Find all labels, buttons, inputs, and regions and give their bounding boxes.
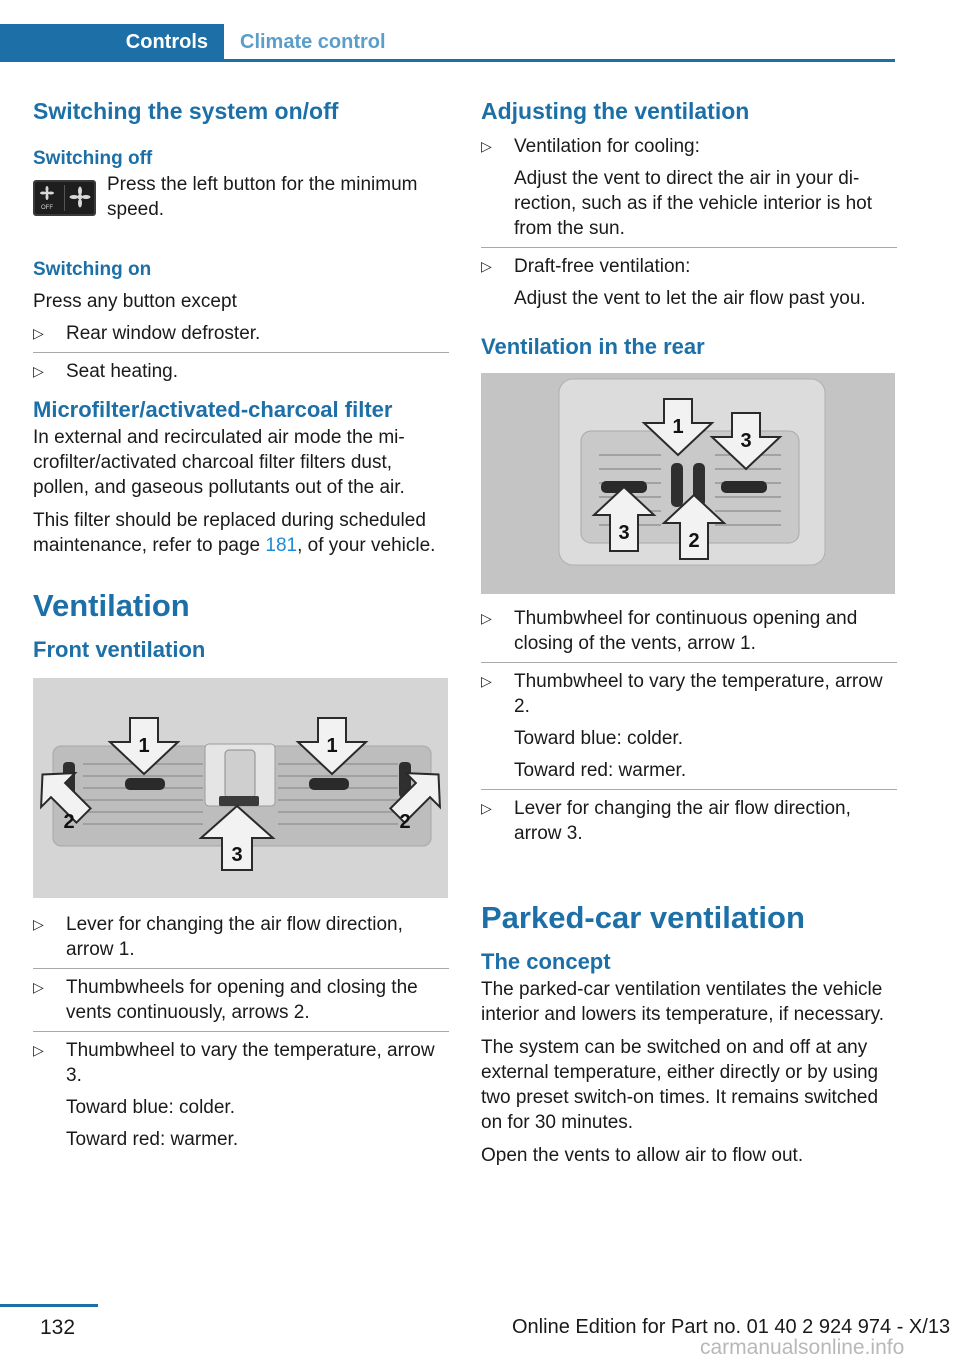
header-rule [224, 59, 895, 62]
edition-note: Online Edition for Part no. 01 40 2 924 974 - X/13 [512, 1316, 951, 1338]
front-vent-drawing [33, 678, 448, 898]
microfilter-paragraph-1: In external and recirculated air mode the microfilter/activated charcoal filter filters dust, pollen, and gaseous pollutants out of the air. [33, 427, 405, 498]
list-subline: Adjust the vent to let the air flow past you. [514, 288, 866, 309]
heading-parked-car-ventilation: Parked-car ventilation [481, 900, 805, 935]
heading-switching-on: Switching on [33, 259, 152, 280]
rear-arrow-label: 3 [740, 430, 752, 452]
page-header [0, 24, 895, 62]
list-item: ▷ Rear window defroster. [33, 321, 449, 353]
switching-off-block [33, 176, 449, 236]
rear-arrow-label: 2 [688, 530, 700, 552]
list-subline: Adjust the vent to direct the air in your direction, such as if the vehicle interior is hot from the sun. [481, 166, 897, 248]
list-subline: Toward red: warmer. [66, 1129, 239, 1150]
list-subline: Toward blue: colder. [514, 728, 683, 749]
footer-rule [0, 1304, 98, 1307]
page-link[interactable]: 181 [265, 535, 298, 556]
list-item: ▷ Thumbwheel for continuous opening and closing of the vents, arrow 1. [481, 606, 897, 663]
header-tab-controls[interactable]: Controls [0, 24, 224, 62]
bullet-triangle-icon: ▷ [481, 610, 492, 626]
heading-microfilter: Microfilter/activated-charcoal filter [33, 397, 393, 422]
front-arrow-label: 3 [231, 844, 243, 866]
list-item: ▷ Lever for changing the air flow direction, arrow 1. [33, 912, 449, 969]
front-vent-illustration [33, 678, 448, 898]
heading-front-ventilation: Front ventilation [33, 637, 206, 662]
rear-arrow-label: 3 [618, 522, 630, 544]
front-arrow-label: 1 [138, 735, 150, 757]
list-subline: Toward blue: colder. [66, 1097, 235, 1118]
front-arrow-label: 1 [326, 735, 338, 757]
left-column [33, 96, 449, 1152]
switching-off-text: Press the left button for the minimum speed. [107, 174, 418, 220]
watermark: carmanualsonline.info [700, 1336, 905, 1359]
rear-arrow-label: 1 [672, 416, 684, 438]
list-item: ▷ Seat heating. [33, 361, 178, 382]
list-subline: Toward red: warmer. [481, 758, 897, 790]
heading-the-concept: The concept [481, 949, 611, 974]
bullet-triangle-icon: ▷ [481, 673, 492, 689]
list-item: ▷ Thumbwheel to vary the temperature, arrow 2. [481, 671, 883, 717]
heading-rear-ventilation: Ventilation in the rear [481, 334, 705, 359]
bullet-triangle-icon: ▷ [33, 979, 44, 995]
concept-paragraph-1: The parked-car ventilation ventilates the vehicle interior and lowers its temperature, if necessary. [481, 979, 885, 1025]
list-item: ▷ Thumbwheels for opening and closing the vents continuously, arrows 2. [33, 975, 449, 1032]
list-item: ▷ Draft-free ventilation: [481, 256, 691, 277]
heading-switching-off: Switching off [33, 148, 153, 169]
microfilter-paragraph-2: This filter should be replaced during scheduled maintenance, refer to page 181, of your vehicle. [33, 510, 436, 556]
list-item: ▷ Lever for changing the air flow direction, arrow 3. [481, 798, 851, 844]
header-tab-climate-control[interactable]: Climate control [240, 31, 386, 53]
fan-button-icon [33, 180, 96, 216]
concept-paragraph-3: Open the vents to allow air to flow out. [481, 1145, 804, 1166]
switching-on-text: Press any button except [33, 291, 237, 312]
bullet-triangle-icon: ▷ [481, 138, 492, 154]
concept-paragraph-2: The system can be switched on and off at any external temperature, either directly or by using two preset switch-on times. It remains switched on for 30 minutes. [481, 1037, 879, 1133]
list-item: ▷ Ventilation for cooling: [481, 136, 700, 157]
heading-switching: Switching the system on/off [33, 98, 339, 124]
list-item: ▷ Thumbwheel to vary the temperature, arrow 3. [33, 1040, 435, 1086]
bullet-triangle-icon: ▷ [33, 1042, 44, 1058]
front-arrow-label: 2 [399, 811, 411, 833]
bullet-triangle-icon: ▷ [33, 325, 44, 341]
right-column [481, 96, 897, 1168]
bullet-triangle-icon: ▷ [481, 258, 492, 274]
rear-vent-illustration [481, 373, 895, 594]
bullet-triangle-icon: ▷ [33, 916, 44, 932]
heading-adjusting: Adjusting the ventilation [481, 98, 750, 124]
heading-ventilation: Ventilation [33, 588, 190, 623]
svg-text:OFF: OFF [41, 205, 53, 211]
bullet-triangle-icon: ▷ [481, 800, 492, 816]
rear-vent-drawing [481, 373, 895, 594]
bullet-triangle-icon: ▷ [33, 363, 44, 379]
page-number: 132 [40, 1316, 76, 1339]
front-arrow-label: 2 [63, 811, 75, 833]
